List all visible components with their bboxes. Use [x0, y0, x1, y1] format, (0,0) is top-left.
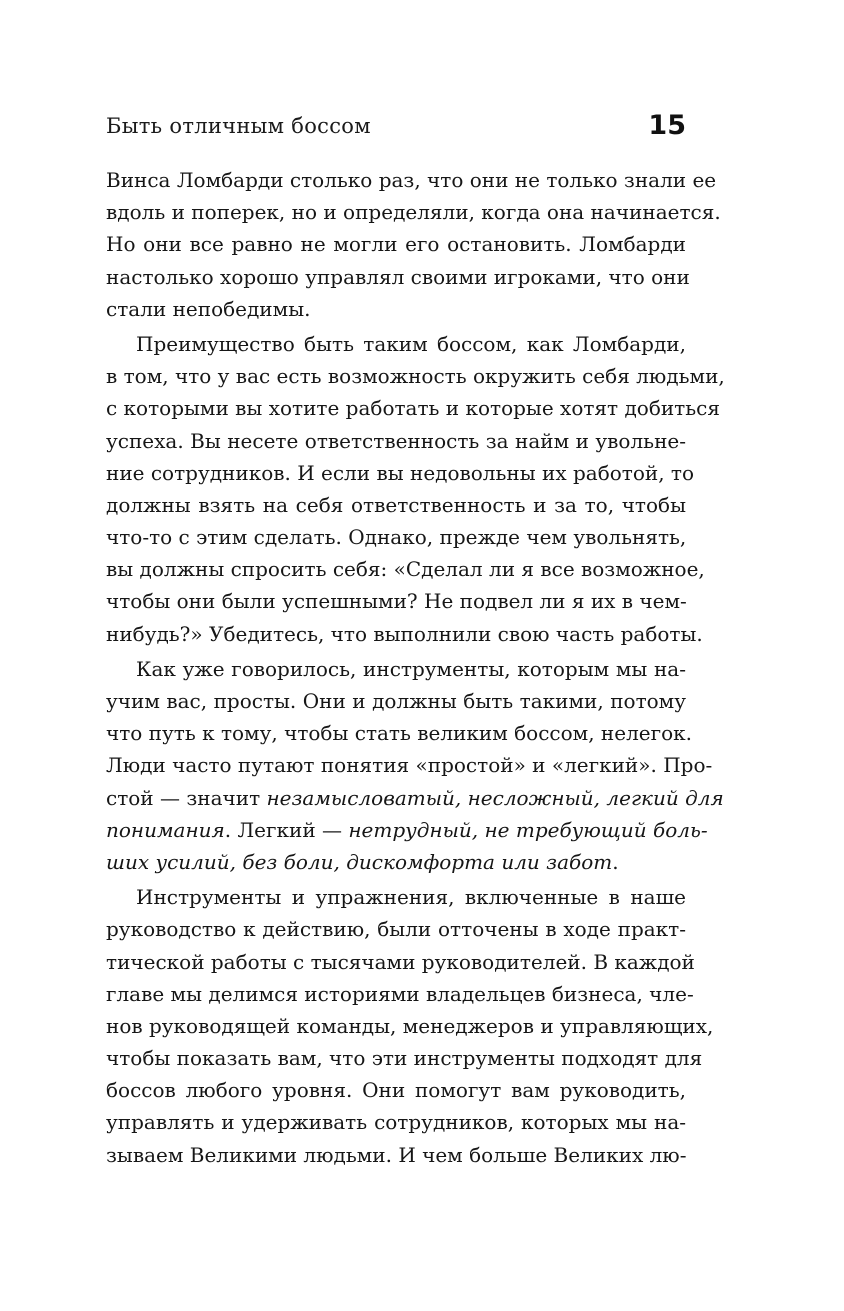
- text-line: Преимущество быть таким боссом, как Ломбарди,: [136, 331, 686, 356]
- paragraph: [106, 164, 721, 325]
- text-line: руководство к действию, были отточены в ходе практ-: [106, 917, 686, 942]
- italic-text: понимания: [106, 817, 225, 842]
- text-line: нов руководящей команды, менеджеров и управляющих,: [106, 1013, 714, 1038]
- text-line: ние сотрудников. И если вы недовольны их работой, то: [106, 460, 695, 485]
- text-line: что-то с этим сделать. Однако, прежде чем увольнять,: [106, 525, 687, 550]
- text-line: настолько хорошо управлял своими игроками, что они: [106, 264, 690, 289]
- text-line: с которыми вы хотите работать и которые хотят добиться: [106, 396, 720, 421]
- body-text: [106, 164, 725, 1171]
- text-line: вы должны спросить себя: «Сделал ли я все возможное,: [106, 557, 705, 582]
- text-line: вдоль и поперек, но и определяли, когда она начинается.: [106, 200, 721, 225]
- text-line: тической работы с тысячами руководителей. В каждой: [106, 949, 695, 974]
- paragraph: [106, 881, 714, 1171]
- text-line: Но они все равно не могли его остановить. Ломбарди: [106, 232, 686, 257]
- text-line: Люди часто путают понятия «простой» и «легкий». Про-: [106, 753, 713, 778]
- text-line: понимания. Легкий — нетрудный, не требующий боль-: [106, 817, 708, 842]
- italic-text: незамысловатый, несложный, легкий для: [266, 785, 724, 810]
- text-line: Инструменты и упражнения, включенные в наше: [136, 885, 686, 910]
- text-line: боссов любого уровня. Они помогут вам руководить,: [106, 1078, 686, 1103]
- text-line: Винса Ломбарди столько раз, что они не только знали ее: [106, 168, 717, 192]
- text-line: Как уже говорилось, инструменты, которым мы на-: [136, 656, 686, 681]
- text-line: стали непобедимы.: [106, 296, 311, 321]
- text-line: успеха. Вы несете ответственность за найм и увольне-: [106, 428, 686, 453]
- text-line: управлять и удерживать сотрудников, которых мы на-: [106, 1110, 686, 1135]
- text-line: нибудь?» Убедитесь, что выполнили свою часть работы.: [106, 621, 703, 646]
- page-number: 15: [648, 110, 686, 141]
- text-line: должны взять на себя ответственность и за то, чтобы: [106, 492, 686, 517]
- italic-text: ших усилий, без боли, дискомфорта или забот: [106, 849, 613, 874]
- text-line: что путь к тому, чтобы стать великим боссом, нелегок.: [106, 721, 692, 746]
- paragraph: [106, 653, 724, 878]
- text-line: в том, что у вас есть возможность окружить себя людьми,: [106, 364, 725, 389]
- text-line: ших усилий, без боли, дискомфорта или забот.: [106, 849, 619, 874]
- text-line: учим вас, просты. Они и должны быть такими, потому: [106, 689, 686, 713]
- text-line: зываем Великими людьми. И чем больше Великих лю-: [106, 1142, 687, 1167]
- italic-text: нетрудный, не требующий боль-: [348, 817, 708, 842]
- text-line: чтобы они были успешными? Не подвел ли я их в чем-: [106, 589, 687, 614]
- paragraph: [106, 328, 725, 650]
- text-line: стой — значит незамысловатый, несложный, легкий для: [106, 785, 724, 810]
- running-title: Быть отличным боссом: [106, 114, 371, 138]
- text-line: главе мы делимся историями владельцев бизнеса, чле-: [106, 981, 694, 1006]
- page-header: [106, 110, 686, 148]
- text-line: чтобы показать вам, что эти инструменты подходят для: [106, 1046, 703, 1071]
